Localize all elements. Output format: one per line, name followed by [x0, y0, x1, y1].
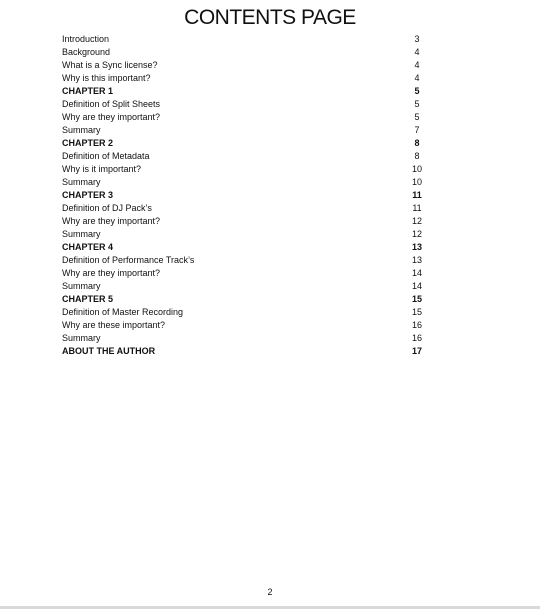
toc-entry-page-number: 15: [411, 307, 422, 317]
toc-entry-label: Definition of Split Sheets: [62, 99, 161, 109]
toc-entry-page-number: 4: [414, 60, 420, 70]
toc-entry[interactable]: [62, 72, 430, 85]
toc-entry-label: Definition of DJ Pack’s: [62, 203, 152, 213]
toc-entry[interactable]: [62, 319, 430, 332]
toc-entry-page-number: 14: [411, 268, 422, 278]
toc-entry-label: Why are they important?: [62, 112, 161, 122]
toc-entry[interactable]: [62, 306, 430, 319]
toc-entry-label: Summary: [62, 229, 101, 239]
toc-entry[interactable]: [62, 189, 430, 202]
toc-entry-label: What is a Sync license?: [62, 60, 158, 70]
page-title: CONTENTS PAGE: [184, 6, 356, 29]
toc-entry-label: CHAPTER 3: [62, 190, 114, 200]
toc-entry-label: Definition of Performance Track’s: [62, 255, 195, 265]
toc-entry[interactable]: [62, 293, 430, 306]
toc-entry-page-number: 12: [411, 229, 422, 239]
toc-entry[interactable]: [62, 124, 430, 137]
toc-entry[interactable]: [62, 59, 430, 72]
toc-entry-page-number: 10: [411, 164, 422, 174]
toc-entry[interactable]: [62, 345, 430, 358]
toc-entry-label: CHAPTER 5: [62, 294, 114, 304]
toc-entry-page-number: 12: [411, 216, 422, 226]
toc-entry[interactable]: [62, 150, 430, 163]
toc-entry-label: CHAPTER 2: [62, 138, 114, 148]
toc-entry-page-number: 3: [414, 34, 420, 44]
toc-entry[interactable]: [62, 111, 430, 124]
toc-entry-page-number: 13: [411, 242, 422, 252]
toc-entry[interactable]: [62, 202, 430, 215]
toc-entry-label: Summary: [62, 333, 101, 343]
toc-entry-label: Why are they important?: [62, 268, 161, 278]
table-of-contents: [62, 33, 430, 358]
toc-entry-label: Why is it important?: [62, 164, 142, 174]
toc-entry-label: Summary: [62, 177, 101, 187]
toc-entry-page-number: 4: [414, 47, 420, 57]
toc-entry-label: CHAPTER 4: [62, 242, 114, 252]
toc-entry-label: Why is this important?: [62, 73, 151, 83]
toc-entry[interactable]: [62, 46, 430, 59]
toc-entry-label: Why are these important?: [62, 320, 166, 330]
toc-entry-label: Summary: [62, 281, 101, 291]
toc-entry[interactable]: [62, 98, 430, 111]
toc-entry-page-number: 10: [411, 177, 422, 187]
toc-entry[interactable]: [62, 137, 430, 150]
toc-entry-label: Introduction: [62, 34, 110, 44]
toc-entry[interactable]: [62, 85, 430, 98]
toc-entry-page-number: 16: [411, 320, 422, 330]
toc-entry-label: CHAPTER 1: [62, 86, 114, 96]
toc-entry[interactable]: [62, 332, 430, 345]
toc-entry-label: ABOUT THE AUTHOR: [62, 346, 156, 356]
toc-entry-label: Definition of Metadata: [62, 151, 150, 161]
toc-entry-page-number: 8: [414, 151, 420, 161]
toc-entry-page-number: 13: [411, 255, 422, 265]
toc-entry-label: Background: [62, 47, 111, 57]
toc-entry[interactable]: [62, 254, 430, 267]
toc-entry-label: Why are they important?: [62, 216, 161, 226]
toc-entry-label: Summary: [62, 125, 101, 135]
toc-entry-page-number: 5: [414, 99, 420, 109]
toc-entry[interactable]: [62, 176, 430, 189]
toc-entry[interactable]: [62, 163, 430, 176]
toc-entry-page-number: 4: [414, 73, 420, 83]
toc-entry-page-number: 11: [412, 190, 422, 200]
toc-entry-page-number: 11: [412, 203, 422, 213]
toc-entry-page-number: 15: [411, 294, 422, 304]
toc-entry-page-number: 17: [411, 346, 422, 356]
toc-entry[interactable]: [62, 33, 430, 46]
toc-entry-page-number: 14: [411, 281, 422, 291]
toc-entry-page-number: 5: [414, 112, 420, 122]
toc-entry[interactable]: [62, 228, 430, 241]
toc-entry[interactable]: [62, 280, 430, 293]
toc-entry-page-number: 7: [414, 125, 420, 135]
toc-entry[interactable]: [62, 215, 430, 228]
page-number: 2: [267, 587, 273, 597]
toc-entry-page-number: 16: [411, 333, 422, 343]
toc-entry-label: Definition of Master Recording: [62, 307, 184, 317]
toc-entry-page-number: 5: [414, 86, 420, 96]
toc-entry[interactable]: [62, 241, 430, 254]
toc-entry-page-number: 8: [414, 138, 420, 148]
toc-entry[interactable]: [62, 267, 430, 280]
